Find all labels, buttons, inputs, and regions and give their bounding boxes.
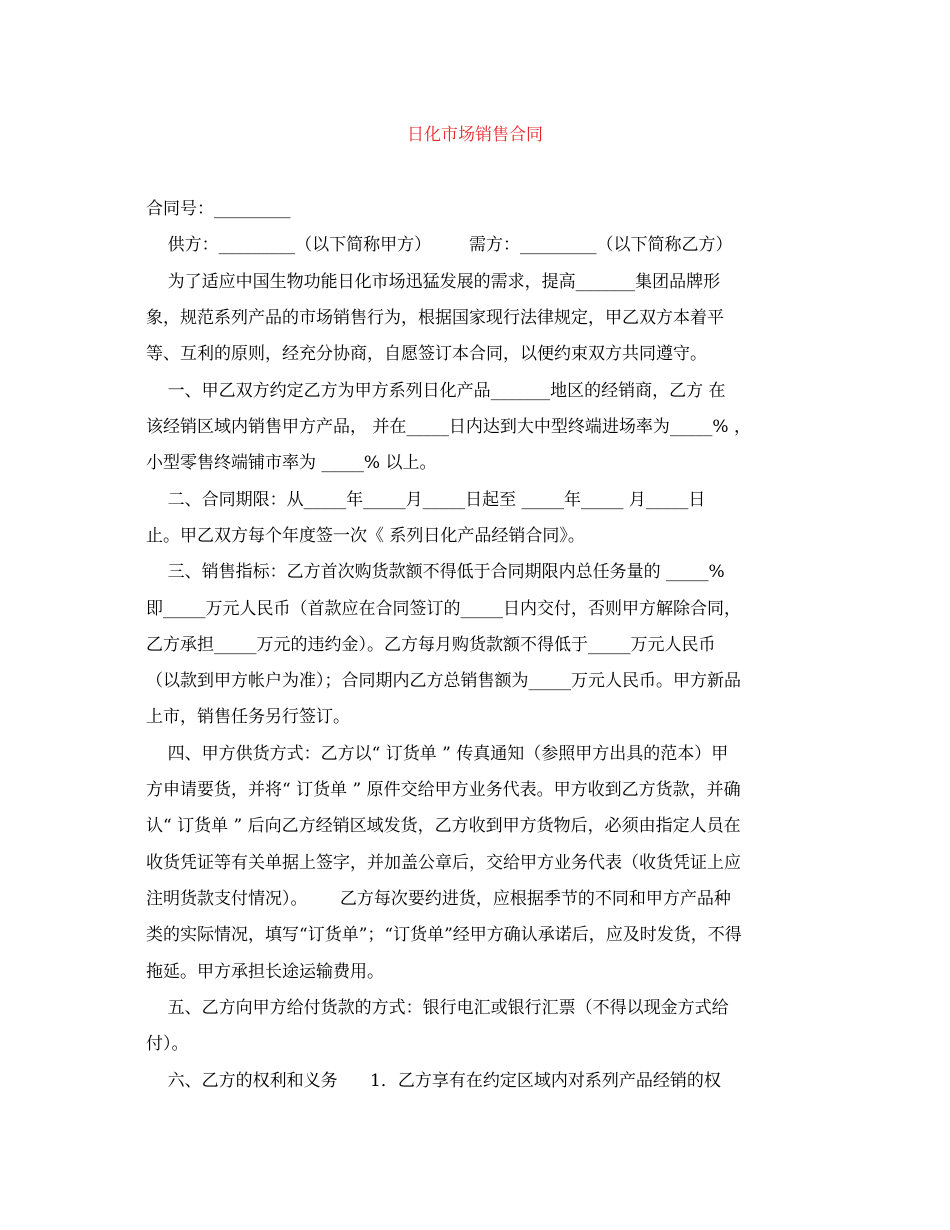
clause-2-line-1: 二、合同期限：从_____年_____月_____日起至 _____年_____ 月_____日 bbox=[146, 490, 706, 510]
clause-3-line-5: 上市，销售任务另行签订。 bbox=[146, 707, 350, 727]
clause-4-line-5: 注明货款支付情况）。 乙方每次要约进货，应根据季节的不同和甲方产品种 bbox=[146, 889, 731, 909]
parties-line: 供方：_________（以下简称甲方） 需方：_________（以下简称乙方） bbox=[146, 235, 733, 255]
clause-5-line-1: 五、乙方向甲方给付货款的方式：银行电汇或银行汇票（不得以现金方式给 bbox=[146, 998, 729, 1018]
clause-2-line-2: 止。甲乙双方每个年度签一次《 系列日化产品经销合同》。 bbox=[146, 526, 585, 546]
clause-4-line-7: 拖延。甲方承担长途运输费用。 bbox=[146, 962, 384, 982]
clause-4-line-3: 认“ 订货单 ” 后向乙方经销区域发货，乙方收到甲方货物后，必须由指定人员在 bbox=[146, 816, 741, 836]
preamble-line-2: 象，规范系列产品的市场销售行为，根据国家现行法律规定，甲乙双方本着平 bbox=[146, 308, 724, 328]
clause-3-line-2: 即_____万元人民币（首款应在合同签订的_____日内交付，否则甲方解除合同， bbox=[146, 599, 741, 619]
clause-6-line-1: 六、乙方的权利和义务 1．乙方享有在约定区域内对系列产品经销的权 bbox=[146, 1071, 721, 1091]
clause-3-line-3: 乙方承担_____万元的违约金）。乙方每月购货款额不得低于_____万元人民币 bbox=[146, 635, 716, 655]
clause-1-line-2: 该经销区域内销售甲方产品， 并在_____日内达到大中型终端进场率为_____% ， bbox=[146, 417, 751, 437]
clause-3-line-1: 三、销售指标：乙方首次购货款额不得低于合同期限内总任务量的 _____% bbox=[146, 562, 725, 582]
clause-1-line-3: 小型零售终端铺市率为 _____% 以上。 bbox=[146, 453, 437, 473]
preamble-line-3: 等、互利的原则，经充分协商，自愿签订本合同，以便约束双方共同遵守。 bbox=[146, 344, 707, 364]
clause-4-line-2: 方申请要货，并将“ 订货单 ” 原件交给甲方业务代表。甲方收到乙方货款，并确 bbox=[146, 780, 741, 800]
clause-3-line-4: （以款到甲方帐户为准）；合同期内乙方总销售额为_____万元人民币。甲方新品 bbox=[146, 671, 741, 691]
clause-4-line-4: 收货凭证等有关单据上签字，并加盖公章后，交给甲方业务代表（收货凭证上应 bbox=[146, 853, 741, 873]
document-title: 日化市场销售合同 bbox=[407, 125, 543, 145]
clause-5-line-2: 付）。 bbox=[146, 1034, 189, 1054]
clause-4-line-1: 四、甲方供货方式：乙方以“ 订货单 ” 传真通知（参照甲方出具的范本）甲 bbox=[146, 744, 729, 764]
clause-1-line-1: 一、甲乙双方约定乙方为甲方系列日化产品_______地区的经销商，乙方 在 bbox=[146, 381, 726, 401]
preamble-line-1: 为了适应中国生物功能日化市场迅猛发展的需求，提高_______集团品牌形 bbox=[146, 272, 721, 292]
clause-4-line-6: 类的实际情况，填写“订货单”；“订货单”经甲方确认承诺后，应及时发货，不得 bbox=[146, 925, 742, 945]
contract-number-line: 合同号：_________ bbox=[146, 199, 291, 219]
